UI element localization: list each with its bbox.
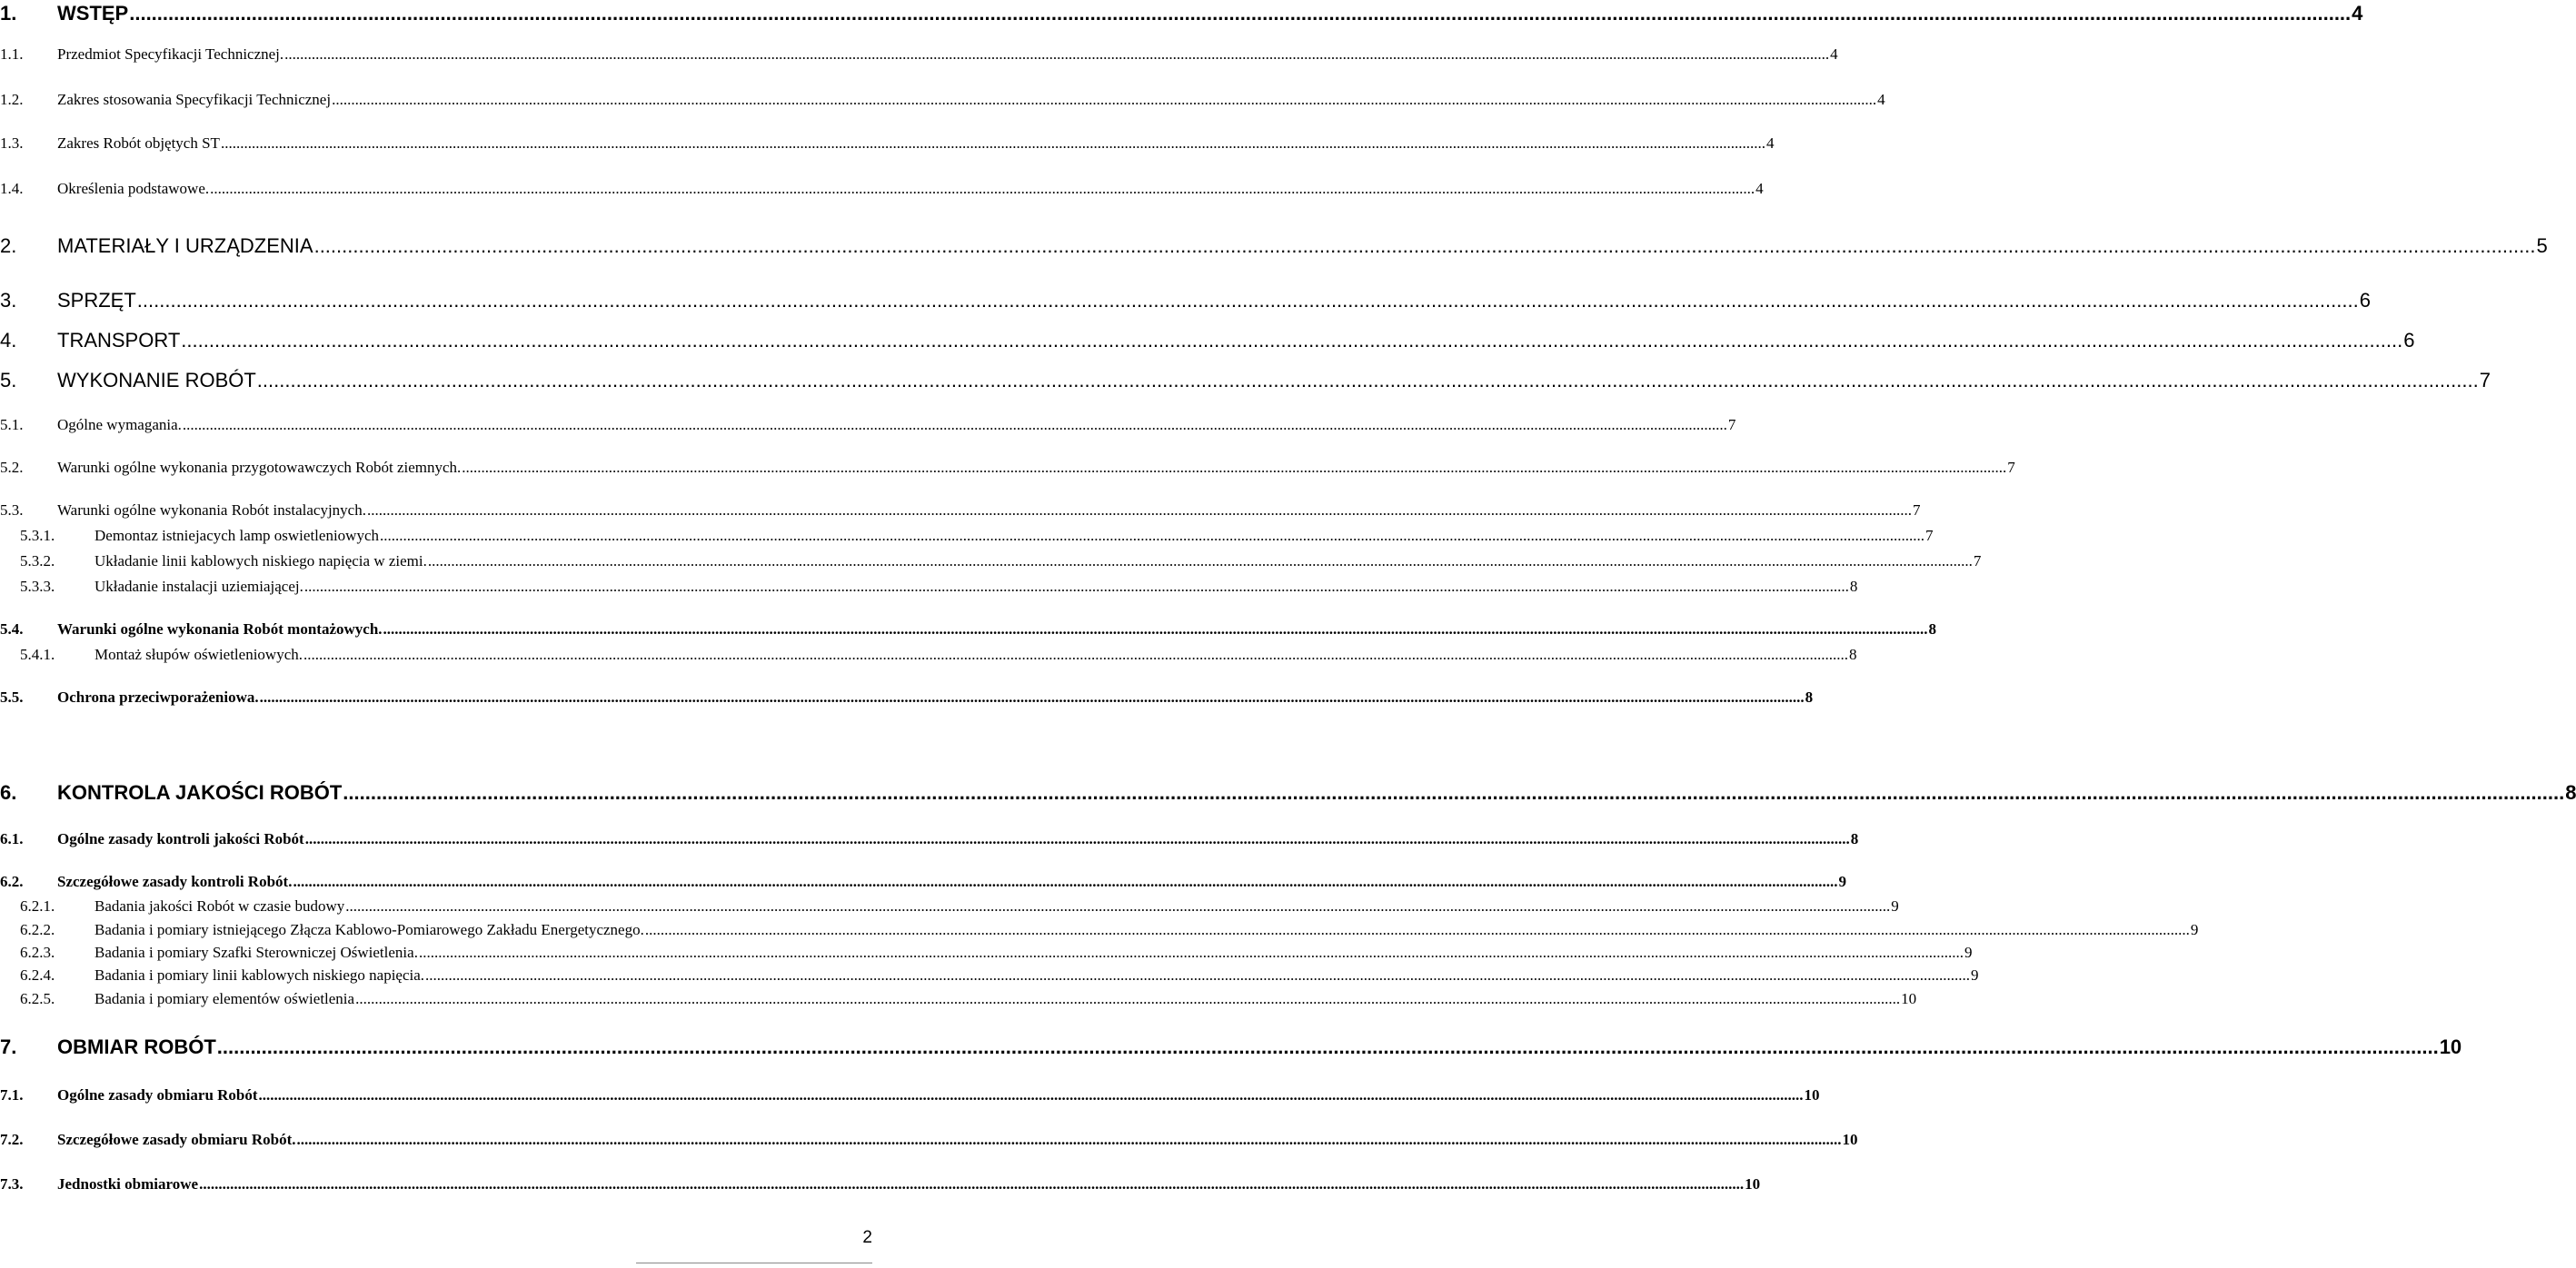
toc-entry[interactable] — [0, 1175, 1761, 1194]
toc-entry-title[interactable]: Układanie instalacji uziemiającej. — [94, 578, 303, 595]
toc-entry-title[interactable]: Ogólne zasady obmiaru Robót — [57, 1086, 258, 1104]
toc-entry-number: 5.4. — [0, 620, 24, 638]
toc-dot-leader: ................................................................................................................................................................................................................................................................................................................................................................................................................ — [425, 966, 1971, 984]
toc-entry-title[interactable]: KONTROLA JAKOŚCI ROBÓT — [57, 781, 343, 804]
toc-dot-leader: ................................................................................................................................................................................................................................................................................................................................................................................................................ — [366, 501, 1912, 519]
toc-entry-number: 6.2.5. — [20, 990, 55, 1007]
toc-entry-page[interactable]: 9 — [2190, 921, 2199, 938]
toc-entry-page[interactable]: 4 — [1755, 180, 1764, 197]
toc-dot-leader: ................................................................................................................................................................................................................................................................................................................................................................................................................ — [258, 1086, 1804, 1104]
toc-dot-leader: ................................................................................................................................................................................................................................................................................................................................................................................................................ — [182, 416, 1727, 433]
toc-entry-page[interactable]: 8 — [1850, 830, 1859, 847]
toc-dot-leader: ................................................................................................................................................................................................................................................................................................................................................................................................................ — [136, 289, 2359, 312]
toc-dot-leader: ................................................................................................................................................................................................................................................................................................................................................................................................................ — [303, 578, 1849, 595]
toc-entry-page[interactable]: 9 — [1891, 897, 1899, 915]
toc-entry-title[interactable]: Ochrona przeciwporażeniowa. — [57, 688, 259, 706]
toc-entry-page[interactable]: 4 — [1830, 45, 1838, 63]
toc-entry[interactable] — [0, 830, 1859, 848]
toc-entry-title[interactable]: Badania i pomiary linii kablowych niskiego napięcia. — [94, 966, 425, 984]
toc-entry-page[interactable]: 4 — [1765, 134, 1775, 152]
toc-entry[interactable] — [0, 578, 1858, 596]
toc-entry-number: 6.2.2. — [20, 921, 55, 938]
toc-entry-number: 2. — [0, 234, 17, 257]
toc-entry[interactable] — [0, 134, 1775, 153]
toc-entry-page[interactable]: 7 — [2479, 369, 2491, 391]
toc-entry-title[interactable]: Badania i pomiary istniejącego Złącza Kablowo-Pomiarowego Zakładu Energetycznego. — [94, 921, 644, 938]
toc-entry-page[interactable]: 7 — [1973, 552, 1982, 570]
toc-entry-title[interactable]: Układanie linii kablowych niskiego napięcia w ziemi. — [94, 552, 427, 570]
toc-entry[interactable] — [0, 91, 1885, 109]
toc-entry-number: 7.3. — [0, 1175, 24, 1193]
toc-dot-leader: ................................................................................................................................................................................................................................................................................................................................................................................................................ — [303, 646, 1848, 663]
toc-entry-title[interactable]: Jednostki obmiarowe — [57, 1175, 199, 1193]
toc-entry-number: 5.3. — [0, 501, 24, 519]
toc-dot-leader: ................................................................................................................................................................................................................................................................................................................................................................................................................ — [216, 1035, 2439, 1058]
toc-entry-title[interactable]: WSTĘP — [57, 2, 129, 25]
toc-dot-leader: ................................................................................................................................................................................................................................................................................................................................................................................................................ — [313, 234, 2536, 257]
toc-entry-title[interactable]: OBMIAR ROBÓT — [57, 1035, 216, 1058]
toc-entry-page[interactable]: 7 — [2007, 459, 2015, 476]
toc-dot-leader: ................................................................................................................................................................................................................................................................................................................................................................................................................ — [296, 1131, 1842, 1148]
toc-entry[interactable] — [0, 329, 2415, 352]
toc-entry-number: 7.2. — [0, 1131, 24, 1148]
toc-dot-leader: ................................................................................................................................................................................................................................................................................................................................................................................................................ — [220, 134, 1765, 152]
toc-entry-title[interactable]: TRANSPORT — [57, 329, 181, 352]
toc-entry-page[interactable]: 7 — [1925, 527, 1934, 544]
toc-entry-number: 5. — [0, 369, 17, 391]
toc-entry-title[interactable]: Szczegółowe zasady kontroli Robót. — [57, 873, 293, 890]
toc-entry-page[interactable]: 5 — [2536, 234, 2548, 257]
toc-entry-number: 1.1. — [0, 45, 24, 63]
toc-entry-number: 5.3.1. — [20, 527, 55, 544]
toc-dot-leader: ................................................................................................................................................................................................................................................................................................................................................................................................................ — [332, 91, 1877, 108]
toc-entry-page[interactable]: 7 — [1727, 416, 1736, 433]
toc-dot-leader: ................................................................................................................................................................................................................................................................................................................................................................................................................ — [462, 459, 2007, 476]
toc-entry-page[interactable]: 10 — [1901, 990, 1917, 1007]
toc-entry[interactable] — [0, 459, 2015, 477]
toc-dot-leader: ................................................................................................................................................................................................................................................................................................................................................................................................................ — [345, 897, 1891, 915]
toc-entry-number: 4. — [0, 329, 17, 352]
toc-entry-page[interactable]: 4 — [1877, 91, 1885, 108]
toc-dot-leader: ................................................................................................................................................................................................................................................................................................................................................................................................................ — [293, 873, 1838, 890]
toc-entry[interactable] — [0, 620, 1937, 639]
toc-entry-number: 1.4. — [0, 180, 24, 197]
toc-entry[interactable] — [0, 234, 2548, 258]
toc-entry[interactable] — [0, 897, 1899, 916]
toc-entry[interactable] — [0, 527, 1934, 545]
toc-entry-title[interactable]: Ogólne wymagania. — [57, 416, 182, 433]
page-number: 2 — [862, 1228, 872, 1247]
toc-dot-leader: ................................................................................................................................................................................................................................................................................................................................................................................................................ — [380, 527, 1925, 544]
toc-entry[interactable] — [0, 369, 2491, 392]
toc-entry-page[interactable]: 8 — [1928, 620, 1937, 638]
toc-entry-title[interactable]: WYKONANIE ROBÓT — [57, 369, 256, 391]
toc-entry-title[interactable]: Zakres stosowania Specyfikacji Technicznej — [57, 91, 332, 108]
toc-entry-number: 6.2.3. — [20, 944, 55, 961]
toc-entry-number: 7. — [0, 1035, 17, 1058]
toc-entry[interactable] — [0, 552, 1982, 570]
toc-entry-title[interactable]: Zakres Robót objętych ST — [57, 134, 220, 152]
toc-dot-leader: ................................................................................................................................................................................................................................................................................................................................................................................................................ — [210, 180, 1755, 197]
toc-dot-leader: ................................................................................................................................................................................................................................................................................................................................................................................................................ — [284, 45, 1830, 63]
toc-entry[interactable] — [0, 2, 2363, 25]
toc-entry-page[interactable]: 10 — [1804, 1086, 1820, 1104]
toc-entry-page[interactable]: 7 — [1912, 501, 1921, 519]
toc-entry[interactable] — [0, 990, 1917, 1008]
toc-entry-page[interactable]: 8 — [2565, 781, 2576, 804]
toc-entry-title[interactable]: Określenia podstawowe. — [57, 180, 210, 197]
toc-dot-leader: ................................................................................................................................................................................................................................................................................................................................................................................................................ — [644, 921, 2190, 938]
toc-entry-title[interactable]: Szczegółowe zasady obmiaru Robót. — [57, 1131, 296, 1148]
toc-entry[interactable] — [0, 416, 1736, 434]
toc-entry[interactable] — [0, 921, 2199, 939]
toc-entry[interactable] — [0, 1086, 1820, 1105]
toc-entry-title[interactable]: SPRZĘT — [57, 289, 136, 312]
toc-entry[interactable] — [0, 688, 1814, 707]
toc-entry-page[interactable]: 10 — [1842, 1131, 1858, 1148]
toc-entry[interactable] — [0, 180, 1764, 198]
toc-entry-number: 3. — [0, 289, 17, 312]
toc-entry-number: 5.1. — [0, 416, 24, 433]
toc-entry-number: 1. — [0, 2, 17, 25]
toc-entry[interactable] — [0, 1131, 1858, 1149]
toc-entry-title[interactable]: Warunki ogólne wykonania przygotowawczych Robót ziemnych. — [57, 459, 462, 476]
toc-entry-number: 5.3.3. — [20, 578, 55, 595]
toc-entry-number: 1.3. — [0, 134, 24, 152]
toc-entry-title[interactable]: Demontaz istniejacych lamp oswietleniowych — [94, 527, 379, 544]
toc-dot-leader: ................................................................................................................................................................................................................................................................................................................................................................................................................ — [355, 990, 1901, 1007]
toc-entry-number: 6.1. — [0, 830, 24, 847]
toc-entry-number: 6.2. — [0, 873, 24, 890]
toc-entry-page[interactable]: 4 — [2352, 2, 2363, 25]
toc-entry-page[interactable]: 6 — [2403, 329, 2415, 352]
toc-dot-leader: ................................................................................................................................................................................................................................................................................................................................................................................................................ — [343, 781, 2565, 804]
toc-entry-number: 5.5. — [0, 688, 24, 706]
toc-entry-number: 5.3.2. — [20, 552, 55, 570]
toc-entry-title[interactable]: MATERIAŁY I URZĄDZENIA — [57, 234, 313, 257]
toc-entry-page[interactable]: 9 — [1838, 873, 1846, 890]
toc-entry[interactable] — [0, 45, 1838, 64]
toc-entry-page[interactable]: 8 — [1849, 578, 1858, 595]
toc-dot-leader: ................................................................................................................................................................................................................................................................................................................................................................................................................ — [199, 1175, 1745, 1193]
toc-entry-page[interactable]: 9 — [1964, 944, 1973, 961]
toc-entry-title[interactable]: Badania i pomiary elementów oświetlenia — [94, 990, 355, 1007]
toc-dot-leader: ................................................................................................................................................................................................................................................................................................................................................................................................................ — [427, 552, 1973, 570]
toc-entry-number: 7.1. — [0, 1086, 24, 1104]
toc-entry-title[interactable]: Warunki ogólne wykonania Robót montażowych. — [57, 620, 383, 638]
toc-dot-leader: ................................................................................................................................................................................................................................................................................................................................................................................................................ — [259, 688, 1805, 706]
toc-dot-leader: ................................................................................................................................................................................................................................................................................................................................................................................................................ — [181, 329, 2403, 352]
toc-entry[interactable] — [0, 501, 1921, 520]
toc-entry-title[interactable]: Przedmiot Specyfikacji Technicznej. — [57, 45, 284, 63]
toc-entry-page[interactable]: 10 — [2439, 1035, 2462, 1058]
toc-entry-page[interactable]: 9 — [1971, 966, 1979, 984]
toc-entry[interactable] — [0, 966, 1979, 985]
toc-dot-leader: ................................................................................................................................................................................................................................................................................................................................................................................................................ — [383, 620, 1928, 638]
toc-entry-page[interactable]: 6 — [2359, 289, 2371, 312]
toc-entry-page[interactable]: 8 — [1849, 646, 1857, 663]
toc-entry-number: 5.4.1. — [20, 646, 55, 663]
toc-entry-title[interactable]: Badania i pomiary Szafki Sterowniczej Oświetlenia. — [94, 944, 418, 961]
toc-entry[interactable] — [0, 646, 1857, 664]
toc-entry[interactable] — [0, 289, 2371, 312]
toc-entry[interactable] — [0, 944, 1973, 962]
toc-entry-number: 6.2.1. — [20, 897, 55, 915]
toc-entry-title[interactable]: Warunki ogólne wykonania Robót instalacyjnych. — [57, 501, 366, 519]
toc-entry-number: 5.2. — [0, 459, 24, 476]
toc-entry-title[interactable]: Badania jakości Robót w czasie budowy — [94, 897, 345, 915]
toc-dot-leader: ................................................................................................................................................................................................................................................................................................................................................................................................................ — [304, 830, 1850, 847]
toc-entry-title[interactable]: Montaż słupów oświetleniowych. — [94, 646, 303, 663]
toc-dot-leader: ................................................................................................................................................................................................................................................................................................................................................................................................................ — [256, 369, 2479, 391]
toc-entry-number: 6. — [0, 781, 17, 804]
toc-entry[interactable] — [0, 1035, 2462, 1059]
toc-dot-leader: ................................................................................................................................................................................................................................................................................................................................................................................................................ — [418, 944, 1964, 961]
toc-entry-number: 6.2.4. — [20, 966, 55, 984]
toc-entry-number: 1.2. — [0, 91, 24, 108]
toc-entry-page[interactable]: 10 — [1745, 1175, 1761, 1193]
toc-entry-title[interactable]: Ogólne zasady kontroli jakości Robót — [57, 830, 304, 847]
toc-entry-page[interactable]: 8 — [1805, 688, 1814, 706]
toc-entry[interactable] — [0, 781, 2576, 805]
toc-entry[interactable] — [0, 873, 1846, 891]
toc-dot-leader: ................................................................................................................................................................................................................................................................................................................................................................................................................ — [129, 2, 2352, 25]
